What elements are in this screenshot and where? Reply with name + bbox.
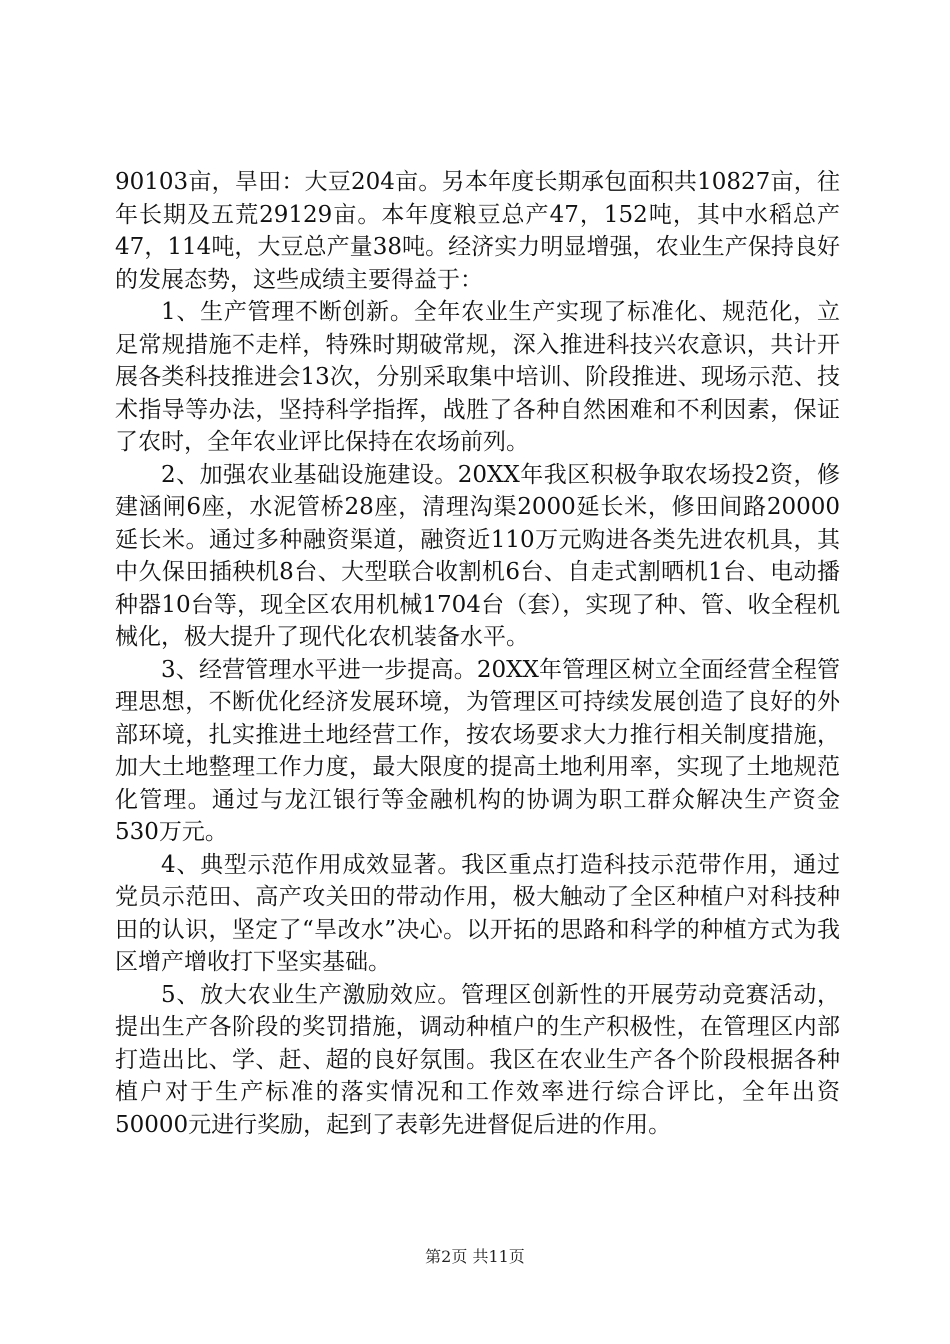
- document-body: [115, 166, 840, 1141]
- paragraph-item-5: 5、放大农业生产激励效应。管理区创新性的开展劳动竞赛活动，提出生产各阶段的奖罚措施，调动种植户的生产积极性，在管理区内部打造出比、学、赶、超的良好氛围。我区在农业生产各个阶段根据各种植户对于生产标准的落实情况和工作效率进行综合评比，全年出资50000元进行奖励，起到了表彰先进督促后进的作用。: [115, 981, 840, 1138]
- paragraph-item-3: 3、经营管理水平进一步提高。20XX年管理区树立全面经营全程管理思想，不断优化经济发展环境，为管理区可持续发展创造了良好的外部环境，扎实推进土地经营工作，按农场要求大力推行相关制度措施，加大土地整理工作力度，最大限度的提高土地利用率，实现了土地规范化管理。通过与龙江银行等金融机构的协调为职工群众解决生产资金530万元。: [115, 656, 840, 845]
- paragraph-item-1: 1、生产管理不断创新。全年农业生产实现了标准化、规范化，立足常规措施不走样，特殊时期破常规，深入推进科技兴农意识，共计开展各类科技推进会13次，分别采取集中培训、阶段推进、现场示范、技术指导等办法，坚持科学指挥，战胜了各种自然困难和不利因素，保证了农时，全年农业评比保持在农场前列。: [115, 299, 840, 455]
- paragraph-item-4: 4、典型示范作用成效显著。我区重点打造科技示范带作用，通过党员示范田、高产攻关田的带动作用，极大触动了全区种植户对科技种田的认识，坚定了“旱改水”决心。以开拓的思路和科学的种植方式为我区增产增收打下坚实基础。: [115, 851, 840, 975]
- paragraph-item-2: 2、加强农业基础设施建设。20XX年我区积极争取农场投2资，修建涵闸6座，水泥管桥28座，清理沟渠2000延长米，修田间路20000延长米。通过多种融资渠道，融资近110万元购进各类先进农机具，其中久保田插秧机8台、大型联合收割机6台、自走式割晒机1台、电动播种器10台等，现全区农用机械1704台（套），实现了种、管、收全程机械化，极大提升了现代化农机装备水平。: [115, 461, 840, 650]
- paragraph-intro: 90103亩，旱田：大豆204亩。另本年度长期承包面积共10827亩，往年长期及五荒29129亩。本年度粮豆总产47，152吨，其中水稻总产47，114吨，大豆总产量38吨。经济实力明显增强，农业生产保持良好的发展态势，这些成绩主要得益于：: [115, 169, 840, 293]
- page-number-footer: 第2页 共11页: [425, 1247, 525, 1266]
